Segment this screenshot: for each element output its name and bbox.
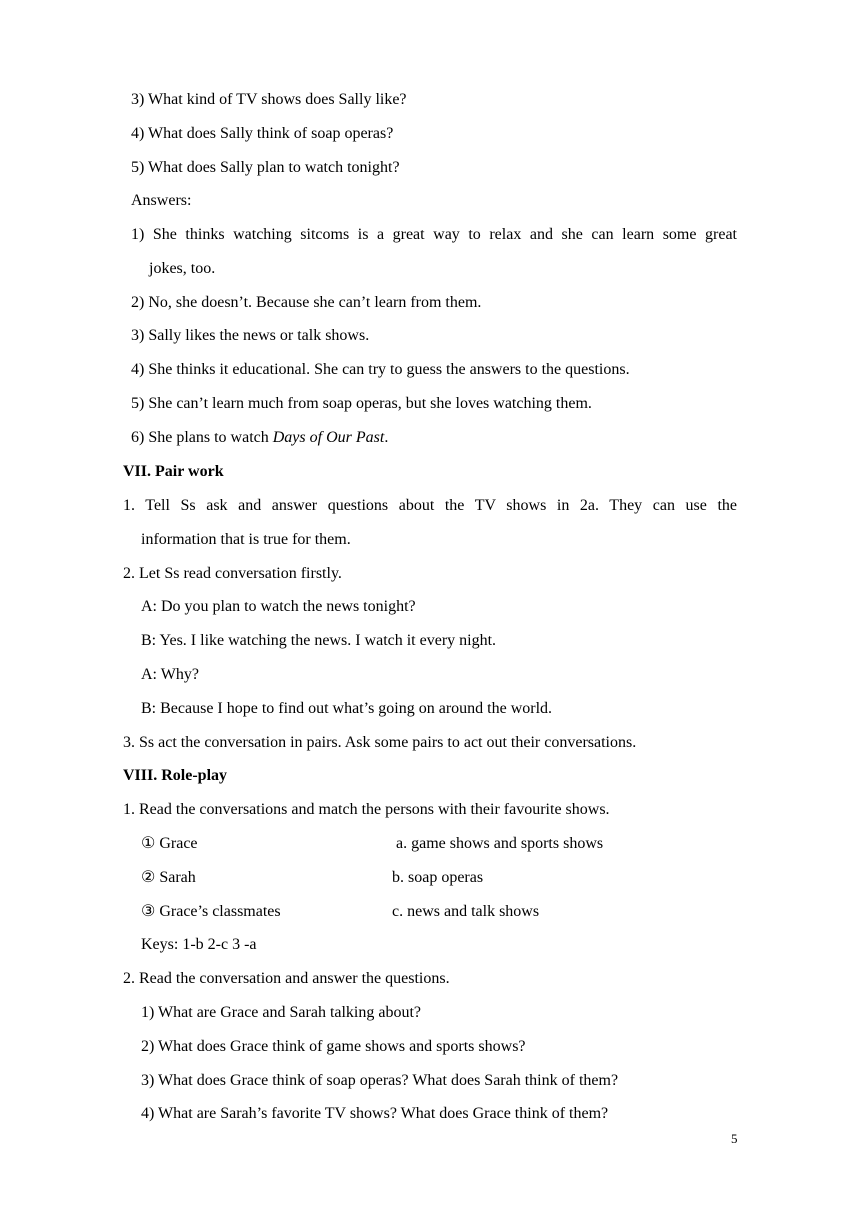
section-8-item-2: 2. Read the conversation and answer the questions.	[123, 970, 450, 987]
answer-1-line-1: 1) She thinks watching sitcoms is a great way to relax and she can learn some great	[131, 226, 737, 243]
match-show-a: a. game shows and sports shows	[396, 835, 604, 852]
answer-6-prefix: 6) She plans to watch	[131, 429, 273, 446]
section-7-item-1-line-1: 1. Tell Ss ask and answer questions about the TV shows in 2a. They can use the	[123, 497, 737, 514]
dialog-line-1: A: Do you plan to watch the news tonight?	[141, 598, 416, 615]
match-person-1: ① Grace	[141, 835, 198, 852]
keys: Keys: 1-b 2-c 3 -a	[141, 936, 257, 953]
answer-1-line-2: jokes, too.	[149, 260, 216, 277]
section-7-item-3: 3. Ss act the conversation in pairs. Ask some pairs to act out their conversations.	[123, 734, 637, 751]
answer-6-suffix: .	[384, 429, 389, 446]
section-8-heading: VIII. Role-play	[123, 767, 228, 784]
question-4: 4) What does Sally think of soap operas?	[131, 125, 394, 142]
match-show-b: b. soap operas	[392, 869, 484, 886]
question-3: 3) What kind of TV shows does Sally like?	[131, 91, 407, 108]
role-play-question-1: 1) What are Grace and Sarah talking about?	[141, 1004, 422, 1021]
question-5: 5) What does Sally plan to watch tonight?	[131, 159, 400, 176]
section-7-item-1-line-2: information that is true for them.	[141, 531, 351, 548]
answer-4: 4) She thinks it educational. She can try to guess the answers to the questions.	[131, 361, 630, 378]
match-person-3: ③ Grace’s classmates	[141, 903, 281, 920]
match-show-c: c. news and talk shows	[392, 903, 540, 920]
answer-6	[131, 428, 388, 448]
dialog-line-4: B: Because I hope to find out what’s going on around the world.	[141, 700, 553, 717]
answer-3: 3) Sally likes the news or talk shows.	[131, 327, 370, 344]
role-play-question-2: 2) What does Grace think of game shows and sports shows?	[141, 1038, 526, 1055]
section-7-item-2: 2. Let Ss read conversation firstly.	[123, 565, 342, 582]
show-title: Days of Our Past	[272, 429, 385, 446]
section-7-heading: VII. Pair work	[123, 463, 224, 480]
role-play-question-4: 4) What are Sarah’s favorite TV shows? What does Grace think of them?	[141, 1105, 609, 1122]
page-number: 5	[731, 1131, 738, 1146]
answer-5: 5) She can’t learn much from soap operas, but she loves watching them.	[131, 395, 592, 412]
answer-2: 2) No, she doesn’t. Because she can’t learn from them.	[131, 294, 482, 311]
dialog-line-3: A: Why?	[141, 666, 199, 683]
dialog-line-2: B: Yes. I like watching the news. I watch it every night.	[141, 632, 497, 649]
section-8-item-1: 1. Read the conversations and match the persons with their favourite shows.	[123, 801, 610, 818]
match-person-2: ② Sarah	[141, 869, 196, 886]
role-play-question-3: 3) What does Grace think of soap operas? What does Sarah think of them?	[141, 1072, 619, 1089]
answers-label: Answers:	[131, 192, 192, 209]
